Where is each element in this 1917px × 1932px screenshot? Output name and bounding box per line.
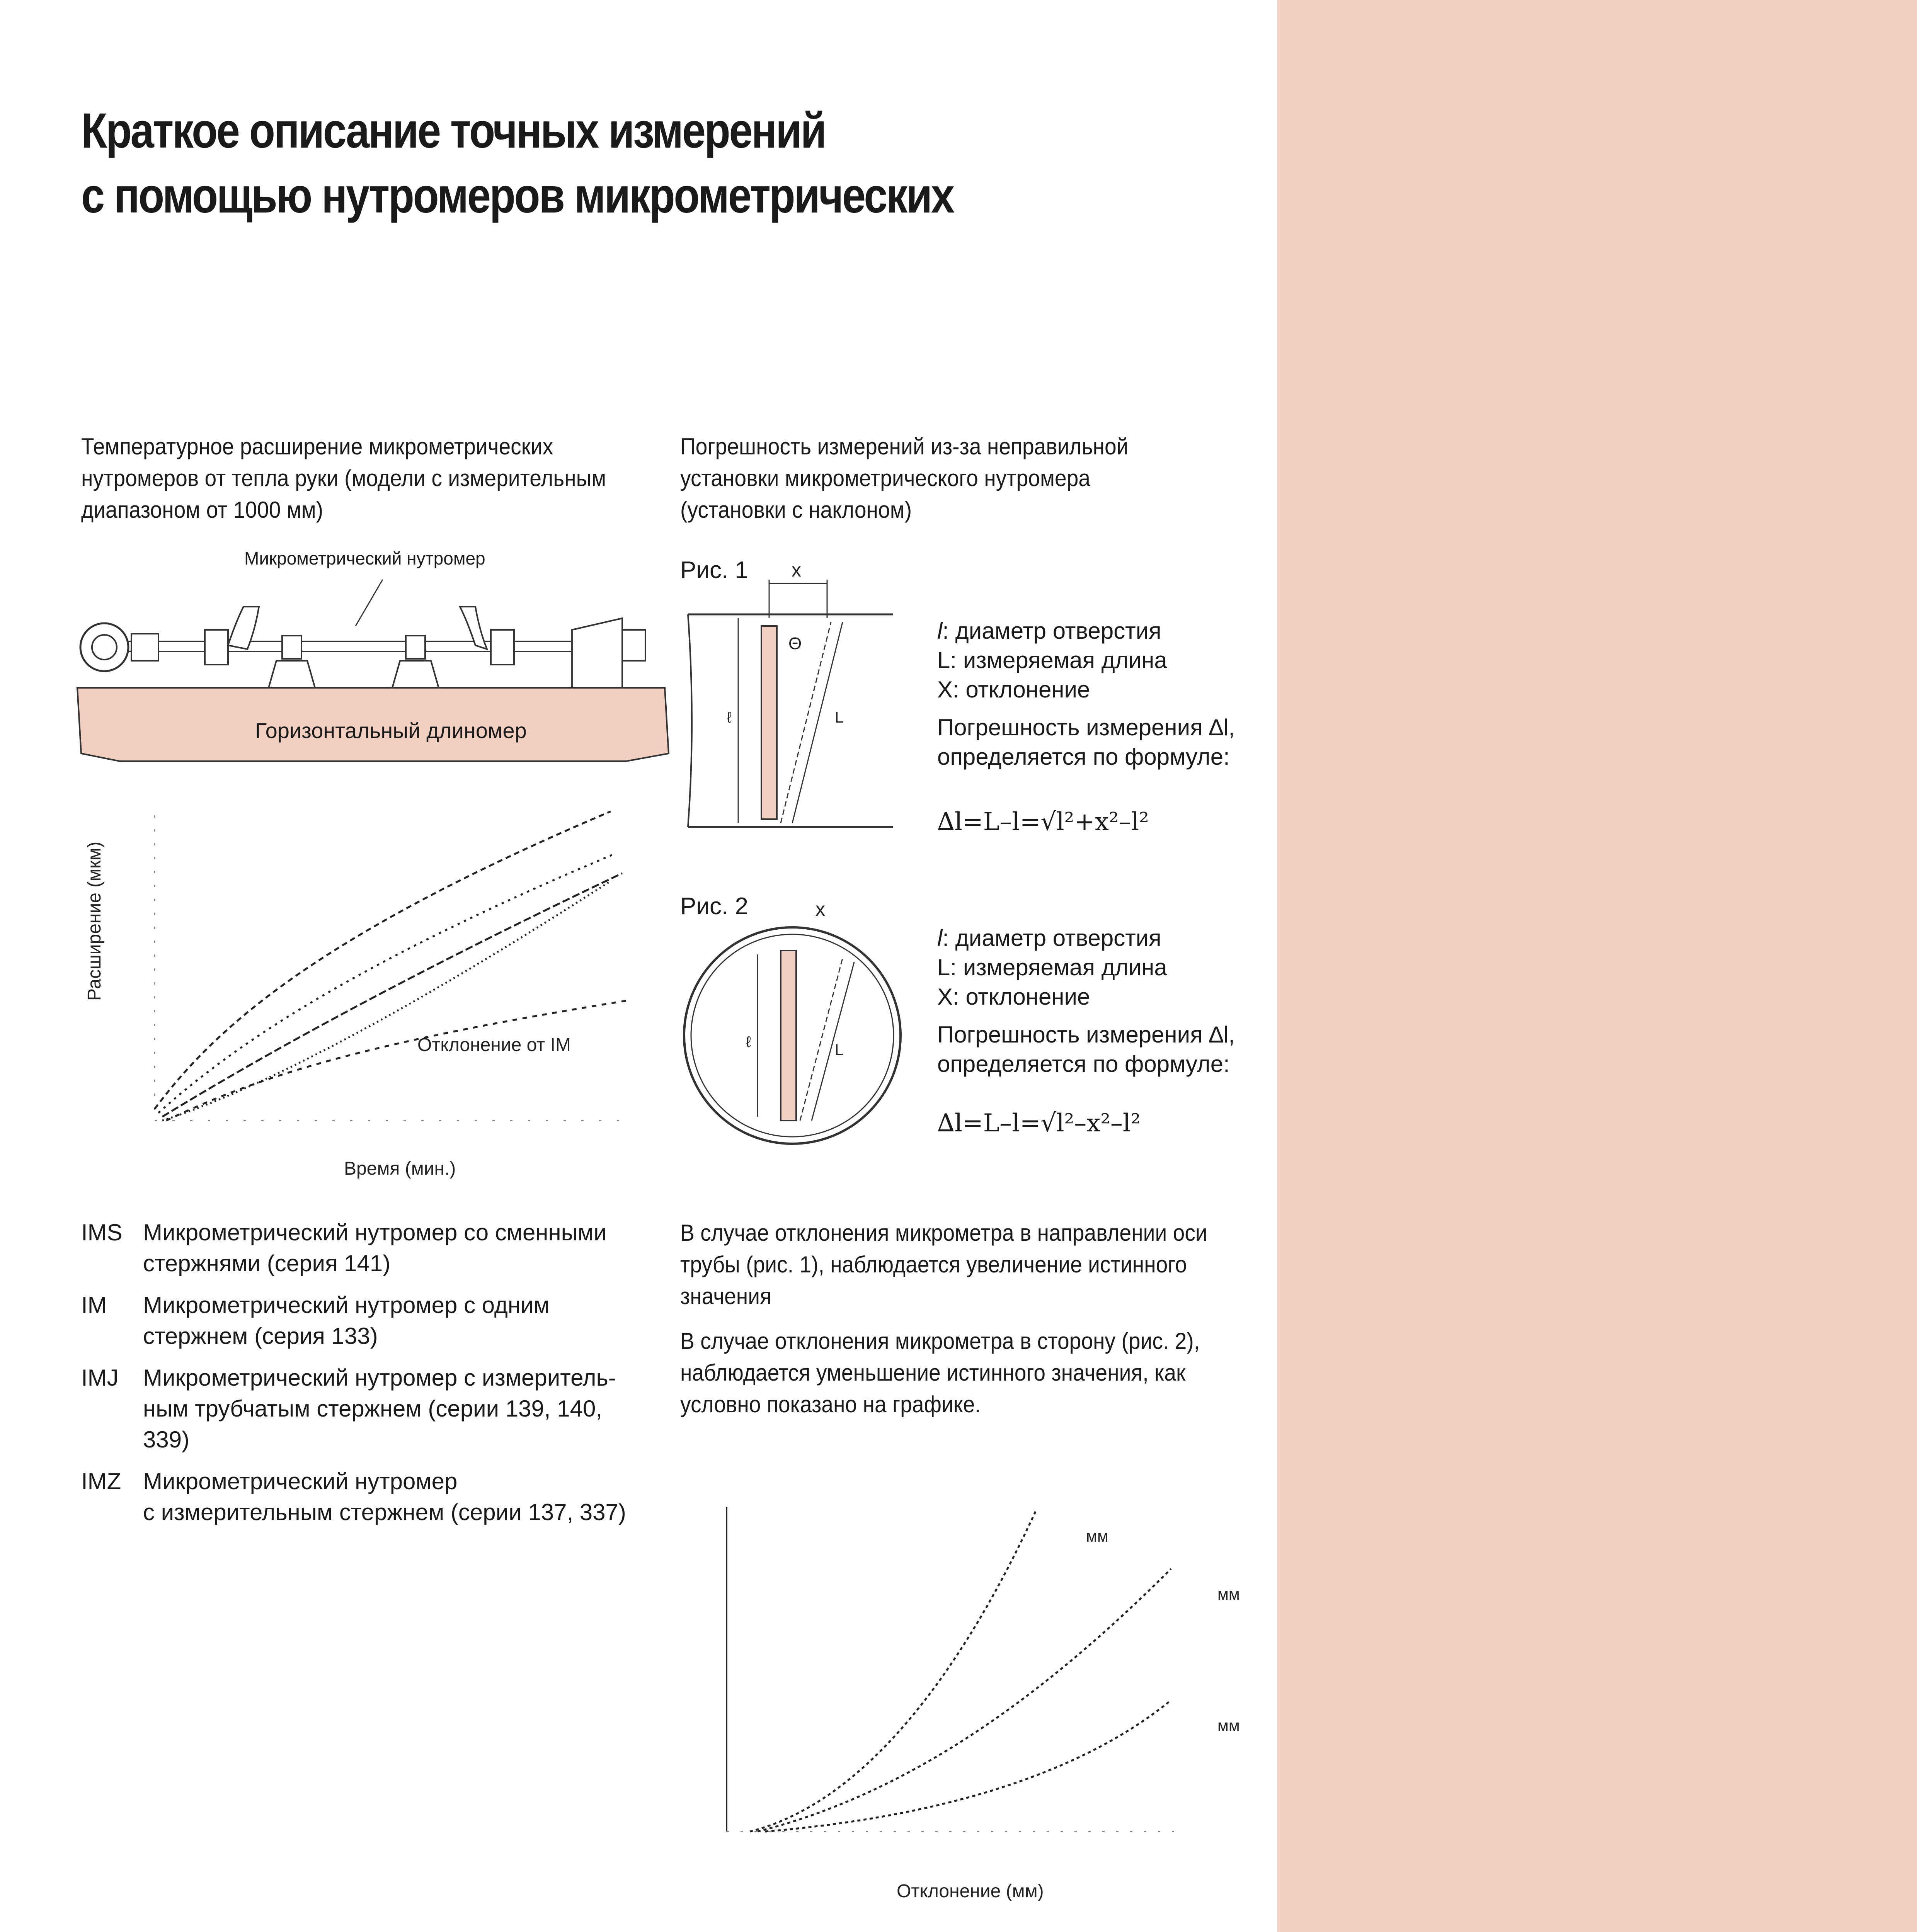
chart1-series-ims	[155, 811, 611, 1109]
fig1-diagram	[684, 559, 901, 838]
chart2-series-2	[758, 1569, 1171, 1832]
fig1-x-marker: x	[792, 559, 801, 581]
fig2-l-marker: ℓ	[746, 1034, 751, 1051]
chart1-xlabel: Время (мин.)	[344, 1158, 456, 1179]
fig1-error-line2: определяется по формуле:	[937, 744, 1230, 770]
fig2-def-X: X: отклонение	[937, 984, 1090, 1010]
chart2-series-3	[765, 1700, 1171, 1832]
fig1-def-X: X: отклонение	[937, 677, 1090, 702]
chart-deviation-error	[680, 1499, 1260, 1909]
legend-code: IMJ	[81, 1365, 119, 1391]
chart1-ylabel: Расширение (мкм)	[84, 841, 105, 1001]
chart-thermal-expansion	[77, 800, 657, 1179]
page-title-line-2: с помощью нутромеров микрометрических	[81, 168, 953, 223]
fig2-diagram	[680, 900, 904, 1163]
chart1-series-im	[158, 854, 615, 1113]
fig2-def-l: : диаметр отверстия	[942, 925, 1161, 951]
legend-row-im	[81, 1290, 661, 1352]
fig1-L-marker: L	[835, 709, 844, 726]
fig2-error-line1: Погрешность измерения ∆l,	[937, 1022, 1235, 1048]
chart2-series-1	[750, 1511, 1036, 1832]
fig2-def-L: L: измеряемая длина	[937, 954, 1167, 980]
legend-code: IMZ	[81, 1468, 121, 1494]
chart1-series-imz	[162, 881, 611, 1121]
legend-desc: Микрометрический нутромер с одним стержнем (серия 133)	[143, 1292, 550, 1349]
right-sidebar-band	[1277, 0, 1917, 1932]
legend-row-imj	[81, 1362, 661, 1455]
fig2-def-l-sym: l	[937, 925, 943, 951]
fig1-def-l-sym: l	[937, 618, 943, 644]
legend-desc: Микрометрический нутромер с измеритель- ным трубчатым стержнем (серии 139, 140, 339)	[143, 1365, 616, 1452]
chart1-series-deviation	[166, 1001, 626, 1121]
fig1-theta: Θ	[788, 634, 802, 653]
fig1-formula: ∆l=L–l=√l²+x²–l²	[937, 808, 1149, 836]
chart1-axes	[155, 815, 626, 1121]
legend-row-imz	[81, 1466, 661, 1528]
legend-row-ims	[81, 1217, 661, 1279]
fig2-formula: ∆l=L–l=√l²–x²–l²	[937, 1109, 1141, 1138]
page-title	[81, 99, 1045, 228]
right-caption: Погрешность измерений из-за неправильной установки микрометрического нутромера (установки с наклоном)	[680, 434, 1129, 523]
right-para-1: В случае отклонения микрометра в направлении оси трубы (рис. 1), наблюдается увеличение истинного значения	[680, 1220, 1207, 1309]
fig2-label: Рис. 2	[680, 893, 748, 920]
chart1-annotation: Отклонение от IM	[417, 1035, 571, 1055]
micrometer-label: Микрометрический нутромер	[244, 548, 485, 568]
chart2-unit-1: мм	[1086, 1527, 1108, 1545]
chart1-series-imj	[162, 873, 622, 1117]
fig1-def-l: : диаметр отверстия	[942, 618, 1161, 644]
fig2-error-line2: определяется по формуле:	[937, 1051, 1230, 1077]
legend-desc: Микрометрический нутромер с измерительным стержнем (серии 137, 337)	[143, 1468, 626, 1525]
fig1-l-marker: ℓ	[727, 709, 732, 726]
fig1-definitions	[937, 616, 1235, 772]
fig2-x-marker: x	[815, 898, 825, 920]
chart2-xlabel: Отклонение (мм)	[897, 1881, 1044, 1901]
page-title-line-1: Краткое описание точных измерений	[81, 103, 826, 158]
fig2-definitions	[937, 923, 1235, 1079]
fig1-label: Рис. 1	[680, 557, 748, 583]
right-para-2: В случае отклонения микрометра в сторону (рис. 2), наблюдается уменьшение истинного значения, как условно показано на графике.	[680, 1328, 1200, 1417]
fig2-L-marker: L	[835, 1041, 844, 1058]
horizontal-measurer-label: Горизонтальный длиномер	[255, 718, 527, 743]
chart2-unit-2: мм	[1217, 1585, 1240, 1603]
legend-desc: Микрометрический нутромер со сменными стержнями (серия 141)	[143, 1219, 607, 1276]
model-legend-list	[81, 1217, 661, 1539]
legend-code: IM	[81, 1292, 107, 1318]
chart2-unit-3: мм	[1217, 1716, 1240, 1735]
fig1-error-line1: Погрешность измерения ∆l,	[937, 714, 1235, 740]
fig1-def-L: L: измеряемая длина	[937, 647, 1167, 673]
left-caption: Температурное расширение микрометрических нутромеров от тепла руки (модели с измерительным диапазоном от 1000 мм)	[81, 434, 606, 523]
legend-code: IMS	[81, 1219, 123, 1245]
